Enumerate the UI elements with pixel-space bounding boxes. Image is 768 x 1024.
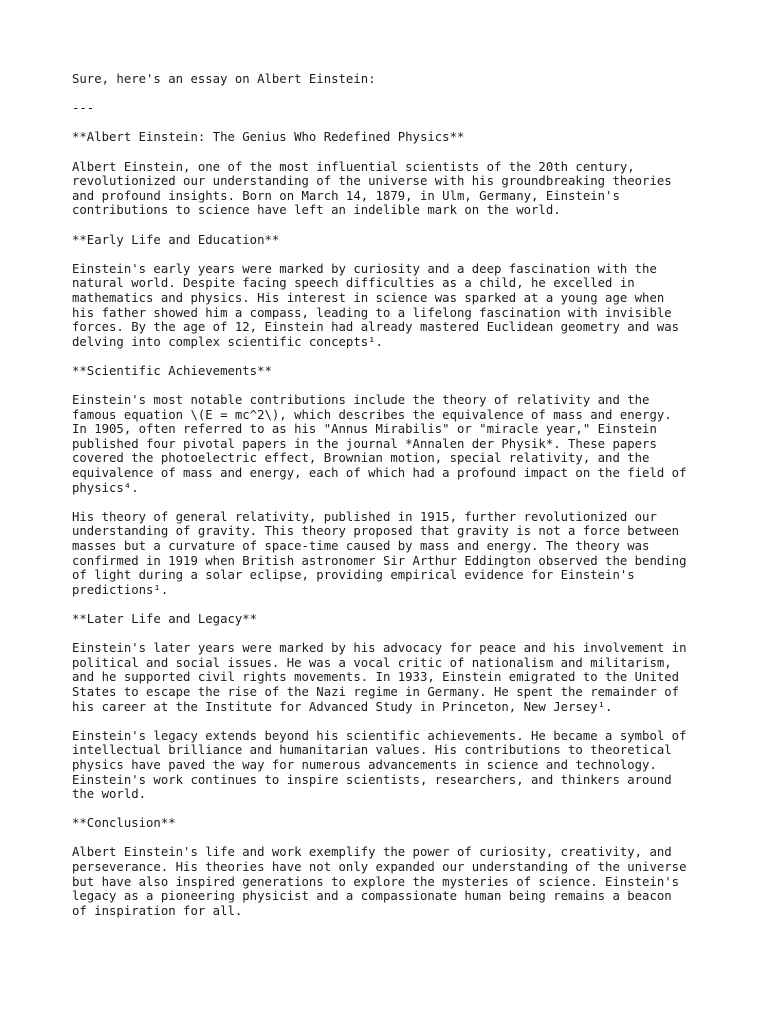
- intro-line: Sure, here's an essay on Albert Einstein:: [72, 72, 376, 86]
- section-heading-early-life: **Early Life and Education**: [72, 232, 280, 247]
- separator: ---: [72, 101, 95, 116]
- paragraph-early-life: Einstein's early years were marked by curiosity and a deep fascination with the natural world. Despite facing speech difficulties as a child, he excelled in mathematics and physics. His interest in science was sparked at a young age when his father showed him a compass, leading to a lifelong fascination with invisible forces. By the age of 12, Einstein had already mastered Euclidean geometry and was delving into complex scientific concepts¹.: [72, 261, 680, 349]
- section-heading-conclusion: **Conclusion**: [72, 816, 176, 831]
- paragraph-scientific-achievements-2: His theory of general relativity, published in 1915, further revolutionized our understanding of gravity. This theory proposed that gravity is not a force between masses but a curvature of space-time caused by mass and energy. The theory was confirmed in 1919 when British astronomer Sir Arthur Eddington observed the bending of light during a solar eclipse, providing empirical evidence for Einstein's predictions¹.: [72, 509, 687, 597]
- paragraph-later-life-2: Einstein's legacy extends beyond his scientific achievements. He became a symbol of intellectual brilliance and humanitarian values. His contributions to theoretical physics have paved the way for numerous advancements in science and technology. Einstein's work continues to inspire scientists, researchers, and thinkers around the world.: [72, 728, 687, 802]
- paragraph-later-life-1: Einstein's later years were marked by his advocacy for peace and his involvement in political and social issues. He was a vocal critic of nationalism and militarism, and he supported civil rights movements. In 1933, Einstein emigrated to the United States to escape the rise of the Nazi regime in Germany. He spent the remainder of his career at the Institute for Advanced Study in Princeton, New Jersey¹.: [72, 641, 687, 714]
- essay-title: **Albert Einstein: The Genius Who Redefined Physics**: [72, 130, 465, 145]
- intro-paragraph: Albert Einstein, one of the most influential scientists of the 20th century, revolutionized our understanding of the universe with his groundbreaking theories and profound insights. Born on March 14, 1879, in Ulm, Germany, Einstein's contributions to science have left an indelible mark on the world.: [72, 159, 672, 218]
- paragraph-conclusion: Albert Einstein's life and work exemplify the power of curiosity, creativity, and perseverance. His theories have not only expanded our understanding of the universe but have also inspired generations to explore the mysteries of science. Einstein's legacy as a pioneering physicist and a compassionate human being remains a beacon of inspiration for all.: [72, 845, 687, 918]
- section-heading-later-life: **Later Life and Legacy**: [72, 611, 258, 626]
- section-heading-scientific-achievements: **Scientific Achievements**: [72, 363, 272, 378]
- paragraph-scientific-achievements-1: Einstein's most notable contributions include the theory of relativity and the famous equation \(E = mc^2\), which describes the equivalence of mass and energy. In 1905, often referred to as his "Annus Mirabilis" or "miracle year," Einstein published four pivotal papers in the journal *Annalen der Physik*. These papers covered the photoelectric effect, Brownian motion, special relativity, and the equivalence of mass and energy, each of which had a profound impact on the field of physics⁴.: [72, 393, 687, 495]
